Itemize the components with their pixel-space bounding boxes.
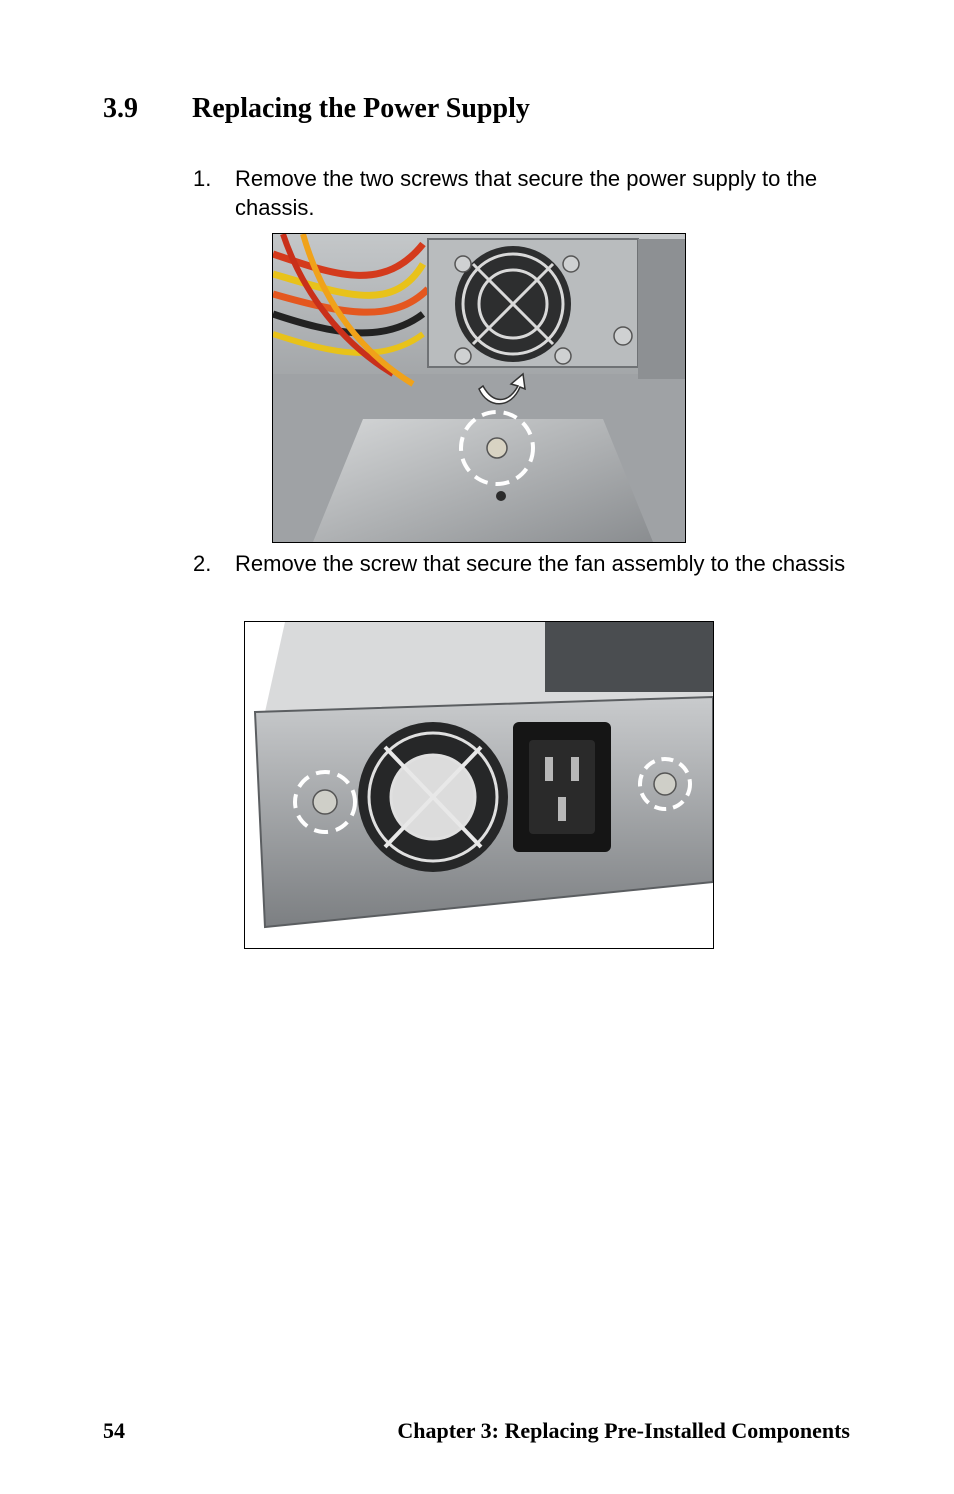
step-text: Remove the screw that secure the fan assembly to the chassis bbox=[235, 551, 846, 576]
section-title: Replacing the Power Supply bbox=[192, 93, 530, 124]
fan-assembly-illustration bbox=[245, 622, 713, 948]
page-number: 54 bbox=[103, 1418, 125, 1443]
fan-grille-icon bbox=[358, 722, 508, 872]
fan-grille-icon bbox=[455, 246, 571, 362]
chapter-title: Chapter 3: Replacing Pre-Installed Components bbox=[397, 1418, 850, 1443]
screw-icon bbox=[487, 438, 507, 458]
photo-fan-assembly-screws bbox=[244, 621, 714, 949]
step-text: Remove the two screws that secure the power supply to the chassis. bbox=[235, 166, 818, 220]
section-number: 3.9 bbox=[103, 93, 138, 124]
power-supply-illustration bbox=[273, 234, 685, 542]
photo-power-supply-screws bbox=[272, 233, 686, 543]
step-number: 2. bbox=[193, 551, 212, 576]
step-number: 1. bbox=[193, 166, 212, 191]
section-heading bbox=[103, 93, 863, 133]
power-socket-icon bbox=[513, 722, 611, 852]
